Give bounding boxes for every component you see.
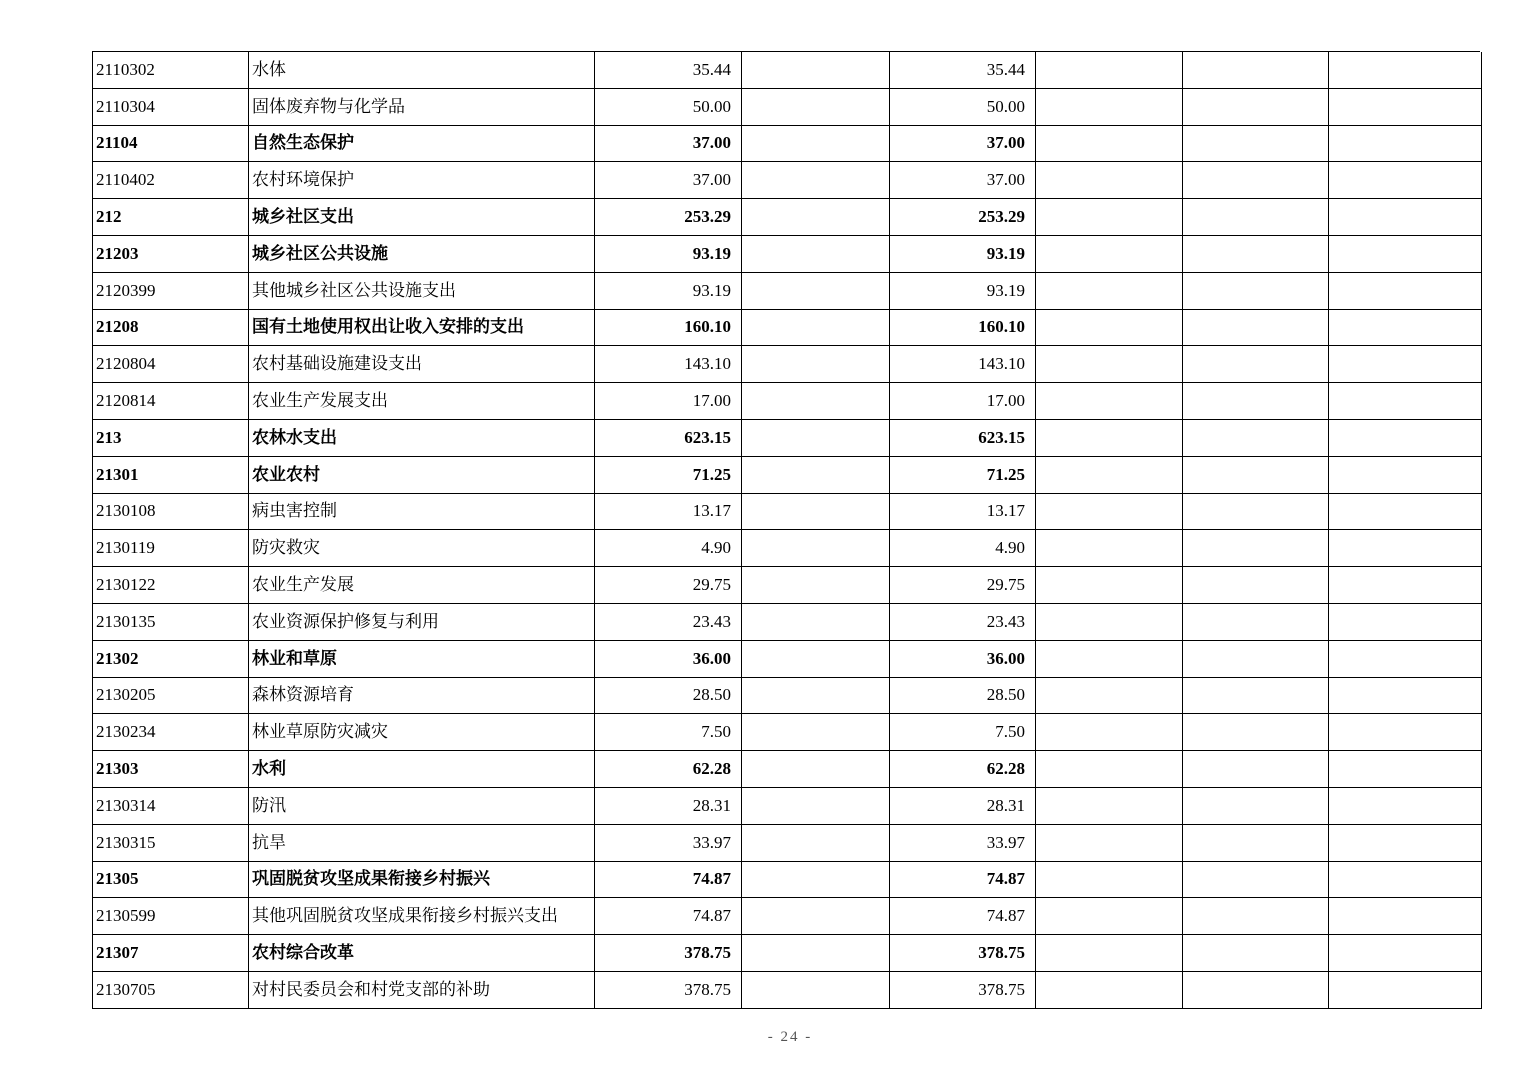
cell-amount-3: 74.87 bbox=[890, 898, 1036, 935]
table-row bbox=[93, 971, 1482, 1008]
table-row bbox=[93, 751, 1482, 788]
cell-amount-4 bbox=[1036, 603, 1183, 640]
cell-amount-4 bbox=[1036, 493, 1183, 530]
cell-amount-3: 35.44 bbox=[890, 52, 1036, 88]
cell-amount-3: 33.97 bbox=[890, 824, 1036, 861]
cell-amount-5 bbox=[1183, 898, 1329, 935]
cell-amount-5 bbox=[1183, 567, 1329, 604]
cell-code: 2130314 bbox=[93, 787, 249, 824]
budget-table-body bbox=[93, 52, 1482, 1008]
cell-amount-1: 37.00 bbox=[595, 125, 742, 162]
cell-amount-2 bbox=[742, 456, 890, 493]
cell-name: 固体废弃物与化学品 bbox=[249, 88, 595, 125]
cell-amount-3: 4.90 bbox=[890, 530, 1036, 567]
cell-amount-3: 23.43 bbox=[890, 603, 1036, 640]
cell-code: 2110402 bbox=[93, 162, 249, 199]
cell-amount-1: 62.28 bbox=[595, 751, 742, 788]
cell-amount-5 bbox=[1183, 751, 1329, 788]
cell-amount-2 bbox=[742, 603, 890, 640]
cell-name: 林业草原防灾减灾 bbox=[249, 714, 595, 751]
cell-amount-6 bbox=[1329, 272, 1482, 309]
cell-amount-4 bbox=[1036, 309, 1183, 346]
cell-code: 2120814 bbox=[93, 383, 249, 420]
cell-code: 2130234 bbox=[93, 714, 249, 751]
cell-name: 防汛 bbox=[249, 787, 595, 824]
cell-name: 巩固脱贫攻坚成果衔接乡村振兴 bbox=[249, 861, 595, 898]
cell-amount-6 bbox=[1329, 603, 1482, 640]
cell-name: 农业农村 bbox=[249, 456, 595, 493]
cell-amount-3: 28.50 bbox=[890, 677, 1036, 714]
cell-amount-5 bbox=[1183, 235, 1329, 272]
cell-amount-3: 37.00 bbox=[890, 125, 1036, 162]
cell-code: 2130119 bbox=[93, 530, 249, 567]
cell-amount-6 bbox=[1329, 88, 1482, 125]
cell-amount-6 bbox=[1329, 52, 1482, 88]
cell-amount-5 bbox=[1183, 971, 1329, 1008]
cell-amount-1: 74.87 bbox=[595, 898, 742, 935]
cell-name: 对村民委员会和村党支部的补助 bbox=[249, 971, 595, 1008]
cell-amount-2 bbox=[742, 162, 890, 199]
cell-amount-1: 378.75 bbox=[595, 971, 742, 1008]
cell-amount-2 bbox=[742, 383, 890, 420]
table-row bbox=[93, 714, 1482, 751]
cell-amount-5 bbox=[1183, 383, 1329, 420]
cell-code: 2120804 bbox=[93, 346, 249, 383]
cell-amount-3: 13.17 bbox=[890, 493, 1036, 530]
cell-amount-4 bbox=[1036, 677, 1183, 714]
cell-amount-1: 93.19 bbox=[595, 272, 742, 309]
cell-amount-3: 160.10 bbox=[890, 309, 1036, 346]
cell-code: 2110302 bbox=[93, 52, 249, 88]
table-row bbox=[93, 272, 1482, 309]
cell-amount-2 bbox=[742, 787, 890, 824]
cell-amount-1: 50.00 bbox=[595, 88, 742, 125]
cell-amount-2 bbox=[742, 272, 890, 309]
cell-amount-1: 378.75 bbox=[595, 935, 742, 972]
cell-amount-3: 143.10 bbox=[890, 346, 1036, 383]
cell-name: 农村环境保护 bbox=[249, 162, 595, 199]
table-row bbox=[93, 677, 1482, 714]
cell-amount-3: 93.19 bbox=[890, 235, 1036, 272]
cell-amount-1: 71.25 bbox=[595, 456, 742, 493]
cell-code: 2130315 bbox=[93, 824, 249, 861]
cell-code: 2130599 bbox=[93, 898, 249, 935]
cell-amount-6 bbox=[1329, 235, 1482, 272]
cell-code: 21104 bbox=[93, 125, 249, 162]
table-row bbox=[93, 493, 1482, 530]
cell-name: 自然生态保护 bbox=[249, 125, 595, 162]
cell-amount-2 bbox=[742, 493, 890, 530]
cell-code: 212 bbox=[93, 199, 249, 236]
cell-amount-5 bbox=[1183, 52, 1329, 88]
cell-amount-5 bbox=[1183, 88, 1329, 125]
table-row bbox=[93, 346, 1482, 383]
cell-amount-4 bbox=[1036, 751, 1183, 788]
cell-amount-4 bbox=[1036, 162, 1183, 199]
cell-code: 213 bbox=[93, 419, 249, 456]
cell-amount-4 bbox=[1036, 125, 1183, 162]
cell-amount-3: 623.15 bbox=[890, 419, 1036, 456]
cell-code: 2120399 bbox=[93, 272, 249, 309]
cell-amount-6 bbox=[1329, 456, 1482, 493]
budget-table bbox=[92, 52, 1482, 1009]
cell-amount-2 bbox=[742, 309, 890, 346]
table-row bbox=[93, 383, 1482, 420]
cell-amount-4 bbox=[1036, 824, 1183, 861]
cell-amount-5 bbox=[1183, 125, 1329, 162]
cell-code: 21302 bbox=[93, 640, 249, 677]
cell-name: 农村基础设施建设支出 bbox=[249, 346, 595, 383]
cell-amount-6 bbox=[1329, 677, 1482, 714]
cell-amount-1: 37.00 bbox=[595, 162, 742, 199]
cell-name: 病虫害控制 bbox=[249, 493, 595, 530]
cell-amount-2 bbox=[742, 751, 890, 788]
cell-amount-1: 253.29 bbox=[595, 199, 742, 236]
cell-amount-2 bbox=[742, 199, 890, 236]
cell-amount-6 bbox=[1329, 199, 1482, 236]
cell-amount-4 bbox=[1036, 935, 1183, 972]
cell-amount-1: 35.44 bbox=[595, 52, 742, 88]
cell-name: 农村综合改革 bbox=[249, 935, 595, 972]
cell-code: 2130122 bbox=[93, 567, 249, 604]
cell-amount-5 bbox=[1183, 419, 1329, 456]
cell-amount-3: 74.87 bbox=[890, 861, 1036, 898]
cell-amount-5 bbox=[1183, 493, 1329, 530]
cell-amount-3: 29.75 bbox=[890, 567, 1036, 604]
cell-code: 2110304 bbox=[93, 88, 249, 125]
table-row bbox=[93, 861, 1482, 898]
cell-amount-5 bbox=[1183, 456, 1329, 493]
cell-amount-2 bbox=[742, 898, 890, 935]
cell-amount-1: 23.43 bbox=[595, 603, 742, 640]
table-row bbox=[93, 567, 1482, 604]
cell-amount-5 bbox=[1183, 714, 1329, 751]
cell-code: 21301 bbox=[93, 456, 249, 493]
cell-name: 抗旱 bbox=[249, 824, 595, 861]
table-row bbox=[93, 419, 1482, 456]
cell-amount-1: 33.97 bbox=[595, 824, 742, 861]
cell-amount-4 bbox=[1036, 787, 1183, 824]
cell-name: 农业生产发展支出 bbox=[249, 383, 595, 420]
cell-name: 农业生产发展 bbox=[249, 567, 595, 604]
cell-amount-1: 93.19 bbox=[595, 235, 742, 272]
cell-amount-4 bbox=[1036, 898, 1183, 935]
table-row bbox=[93, 52, 1482, 88]
cell-amount-2 bbox=[742, 125, 890, 162]
table-row bbox=[93, 898, 1482, 935]
cell-amount-3: 7.50 bbox=[890, 714, 1036, 751]
cell-amount-6 bbox=[1329, 346, 1482, 383]
cell-amount-5 bbox=[1183, 162, 1329, 199]
table-row bbox=[93, 824, 1482, 861]
cell-code: 21307 bbox=[93, 935, 249, 972]
cell-name: 森林资源培育 bbox=[249, 677, 595, 714]
table-row bbox=[93, 603, 1482, 640]
table-row bbox=[93, 787, 1482, 824]
cell-amount-5 bbox=[1183, 309, 1329, 346]
cell-amount-6 bbox=[1329, 640, 1482, 677]
cell-amount-5 bbox=[1183, 824, 1329, 861]
cell-amount-5 bbox=[1183, 787, 1329, 824]
table-row bbox=[93, 935, 1482, 972]
cell-amount-2 bbox=[742, 419, 890, 456]
cell-amount-1: 7.50 bbox=[595, 714, 742, 751]
cell-amount-1: 4.90 bbox=[595, 530, 742, 567]
cell-amount-6 bbox=[1329, 787, 1482, 824]
cell-amount-4 bbox=[1036, 530, 1183, 567]
cell-amount-1: 160.10 bbox=[595, 309, 742, 346]
cell-amount-3: 378.75 bbox=[890, 971, 1036, 1008]
cell-amount-2 bbox=[742, 677, 890, 714]
cell-amount-2 bbox=[742, 235, 890, 272]
cell-amount-2 bbox=[742, 971, 890, 1008]
cell-amount-1: 29.75 bbox=[595, 567, 742, 604]
cell-amount-2 bbox=[742, 640, 890, 677]
cell-name: 林业和草原 bbox=[249, 640, 595, 677]
cell-amount-6 bbox=[1329, 935, 1482, 972]
cell-code: 2130205 bbox=[93, 677, 249, 714]
table-row bbox=[93, 235, 1482, 272]
cell-amount-2 bbox=[742, 824, 890, 861]
cell-amount-6 bbox=[1329, 567, 1482, 604]
cell-amount-1: 13.17 bbox=[595, 493, 742, 530]
cell-name: 其他城乡社区公共设施支出 bbox=[249, 272, 595, 309]
cell-amount-6 bbox=[1329, 861, 1482, 898]
cell-amount-4 bbox=[1036, 346, 1183, 383]
cell-amount-2 bbox=[742, 88, 890, 125]
cell-amount-6 bbox=[1329, 383, 1482, 420]
cell-amount-5 bbox=[1183, 603, 1329, 640]
cell-amount-6 bbox=[1329, 162, 1482, 199]
cell-amount-6 bbox=[1329, 714, 1482, 751]
cell-amount-6 bbox=[1329, 971, 1482, 1008]
cell-amount-5 bbox=[1183, 530, 1329, 567]
cell-amount-3: 50.00 bbox=[890, 88, 1036, 125]
cell-amount-3: 93.19 bbox=[890, 272, 1036, 309]
cell-amount-2 bbox=[742, 935, 890, 972]
page-number: - 24 - bbox=[767, 1029, 813, 1045]
table-row bbox=[93, 88, 1482, 125]
cell-amount-4 bbox=[1036, 88, 1183, 125]
cell-amount-2 bbox=[742, 52, 890, 88]
cell-amount-4 bbox=[1036, 971, 1183, 1008]
cell-amount-4 bbox=[1036, 567, 1183, 604]
cell-amount-5 bbox=[1183, 861, 1329, 898]
cell-amount-4 bbox=[1036, 456, 1183, 493]
cell-name: 农林水支出 bbox=[249, 419, 595, 456]
cell-amount-3: 37.00 bbox=[890, 162, 1036, 199]
cell-name: 水体 bbox=[249, 52, 595, 88]
cell-amount-5 bbox=[1183, 640, 1329, 677]
cell-amount-1: 36.00 bbox=[595, 640, 742, 677]
cell-amount-2 bbox=[742, 861, 890, 898]
cell-amount-1: 74.87 bbox=[595, 861, 742, 898]
cell-amount-4 bbox=[1036, 52, 1183, 88]
cell-code: 21305 bbox=[93, 861, 249, 898]
cell-amount-6 bbox=[1329, 125, 1482, 162]
cell-code: 21208 bbox=[93, 309, 249, 346]
cell-code: 2130135 bbox=[93, 603, 249, 640]
cell-amount-3: 71.25 bbox=[890, 456, 1036, 493]
cell-amount-5 bbox=[1183, 272, 1329, 309]
table-row bbox=[93, 640, 1482, 677]
cell-amount-2 bbox=[742, 530, 890, 567]
cell-amount-5 bbox=[1183, 935, 1329, 972]
cell-amount-4 bbox=[1036, 419, 1183, 456]
cell-code: 21303 bbox=[93, 751, 249, 788]
cell-amount-1: 28.31 bbox=[595, 787, 742, 824]
cell-amount-4 bbox=[1036, 272, 1183, 309]
cell-name: 防灾救灾 bbox=[249, 530, 595, 567]
cell-amount-6 bbox=[1329, 530, 1482, 567]
cell-name: 城乡社区公共设施 bbox=[249, 235, 595, 272]
cell-amount-2 bbox=[742, 567, 890, 604]
table-row bbox=[93, 309, 1482, 346]
cell-name: 其他巩固脱贫攻坚成果衔接乡村振兴支出 bbox=[249, 898, 595, 935]
cell-amount-1: 28.50 bbox=[595, 677, 742, 714]
cell-amount-6 bbox=[1329, 493, 1482, 530]
table-row bbox=[93, 125, 1482, 162]
cell-amount-4 bbox=[1036, 235, 1183, 272]
cell-name: 农业资源保护修复与利用 bbox=[249, 603, 595, 640]
cell-name: 城乡社区支出 bbox=[249, 199, 595, 236]
cell-amount-3: 253.29 bbox=[890, 199, 1036, 236]
cell-amount-4 bbox=[1036, 640, 1183, 677]
cell-amount-6 bbox=[1329, 309, 1482, 346]
cell-amount-6 bbox=[1329, 751, 1482, 788]
cell-amount-3: 28.31 bbox=[890, 787, 1036, 824]
cell-amount-4 bbox=[1036, 714, 1183, 751]
cell-name: 国有土地使用权出让收入安排的支出 bbox=[249, 309, 595, 346]
table-row bbox=[93, 162, 1482, 199]
cell-amount-3: 378.75 bbox=[890, 935, 1036, 972]
cell-amount-6 bbox=[1329, 824, 1482, 861]
table-row bbox=[93, 456, 1482, 493]
cell-amount-5 bbox=[1183, 199, 1329, 236]
cell-code: 21203 bbox=[93, 235, 249, 272]
cell-amount-6 bbox=[1329, 419, 1482, 456]
cell-code: 2130108 bbox=[93, 493, 249, 530]
cell-name: 水利 bbox=[249, 751, 595, 788]
cell-amount-4 bbox=[1036, 199, 1183, 236]
cell-amount-3: 17.00 bbox=[890, 383, 1036, 420]
cell-amount-1: 143.10 bbox=[595, 346, 742, 383]
cell-amount-4 bbox=[1036, 383, 1183, 420]
cell-amount-6 bbox=[1329, 898, 1482, 935]
cell-amount-2 bbox=[742, 346, 890, 383]
cell-amount-1: 623.15 bbox=[595, 419, 742, 456]
cell-amount-4 bbox=[1036, 861, 1183, 898]
cell-amount-3: 36.00 bbox=[890, 640, 1036, 677]
cell-amount-1: 17.00 bbox=[595, 383, 742, 420]
table-row bbox=[93, 199, 1482, 236]
table-row bbox=[93, 530, 1482, 567]
cell-code: 2130705 bbox=[93, 971, 249, 1008]
cell-amount-2 bbox=[742, 714, 890, 751]
cell-amount-5 bbox=[1183, 677, 1329, 714]
cell-amount-3: 62.28 bbox=[890, 751, 1036, 788]
cell-amount-5 bbox=[1183, 346, 1329, 383]
